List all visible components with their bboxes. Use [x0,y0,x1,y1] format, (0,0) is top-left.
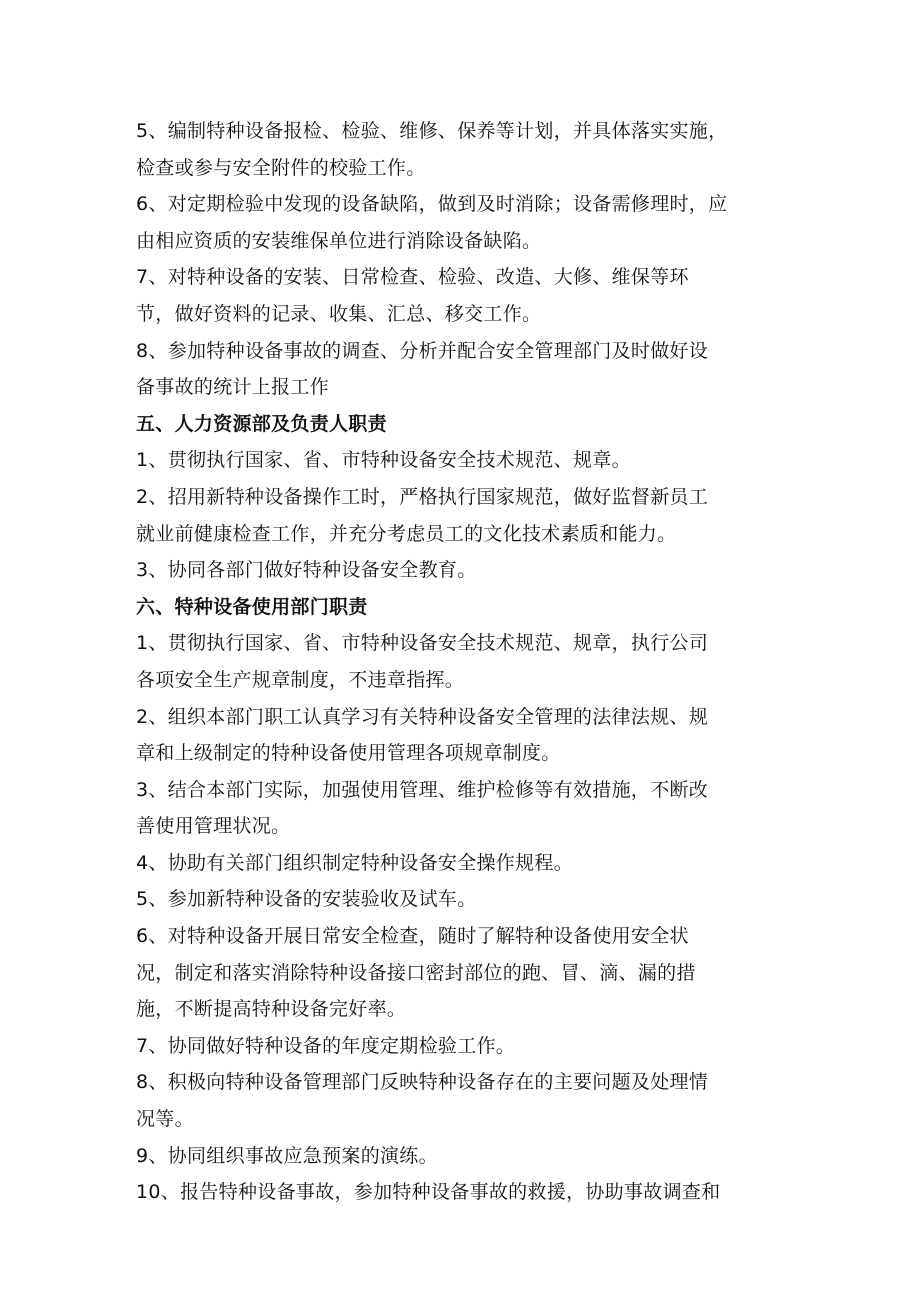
section-heading: 六、特种设备使用部门职责 [136,595,368,618]
text-line: 况等。 [136,1108,194,1131]
text-line: 2、招用新特种设备操作工时，严格执行国家规范，做好监督新员工 [136,485,709,508]
section-heading: 五、人力资源部及负责人职责 [136,412,387,435]
text-line: 1、贯彻执行国家、省、市特种设备安全技术规范、规章，执行公司 [136,632,709,655]
text-line: 备事故的统计上报工作 [136,376,330,399]
text-line: 6、对特种设备开展日常安全检查，随时了解特种设备使用安全状 [136,925,689,948]
text-line: 1、贯彻执行国家、省、市特种设备安全技术规范、规章。 [136,449,631,472]
text-line: 各项安全生产规章制度，不违章指挥。 [136,668,465,691]
text-line: 8、参加特种设备事故的调查、分析并配合安全管理部门及时做好设 [136,339,709,362]
text-line: 6、对定期检验中发现的设备缺陷，做到及时消除；设备需修理时，应 [136,193,728,216]
text-line: 8、积极向特种设备管理部门反映特种设备存在的主要问题及处理情 [136,1071,709,1094]
text-line: 2、组织本部门职工认真学习有关特种设备安全管理的法律法规、规 [136,705,709,728]
text-line: 10、报告特种设备事故，参加特种设备事故的救援，协助事故调查和 [136,1181,721,1204]
document-body [136,113,816,1211]
text-line: 3、协同各部门做好特种设备安全教育。 [136,559,477,582]
text-line: 5、编制特种设备报检、检验、维修、保养等计划，并具体落实实施， [136,120,728,142]
text-line: 检查或参与安全附件的校验工作。 [136,156,426,179]
text-line: 善使用管理状况。 [136,815,291,838]
text-line: 况，制定和落实消除特种设备接口密封部位的跑、冒、滴、漏的措 [136,961,696,984]
text-line: 3、结合本部门实际，加强使用管理、维护检修等有效措施，不断改 [136,778,709,801]
text-line: 9、协同组织事故应急预案的演练。 [136,1144,438,1167]
text-line: 章和上级制定的特种设备使用管理各项规章制度。 [136,742,561,765]
text-line: 施，不断提高特种设备完好率。 [136,998,407,1021]
text-line: 就业前健康检查工作，并充分考虑员工的文化技术素质和能力。 [136,522,677,545]
text-line: 7、对特种设备的安装、日常检查、检验、改造、大修、维保等环 [136,266,689,289]
text-line: 5、参加新特种设备的安装验收及试车。 [136,888,477,911]
text-line: 7、协同做好特种设备的年度定期检验工作。 [136,1034,516,1057]
text-line: 节，做好资料的记录、收集、汇总、移交工作。 [136,302,542,325]
text-line: 4、协助有关部门组织制定特种设备安全操作规程。 [136,851,573,874]
text-line: 由相应资质的安装维保单位进行消除设备缺陷。 [136,229,542,252]
